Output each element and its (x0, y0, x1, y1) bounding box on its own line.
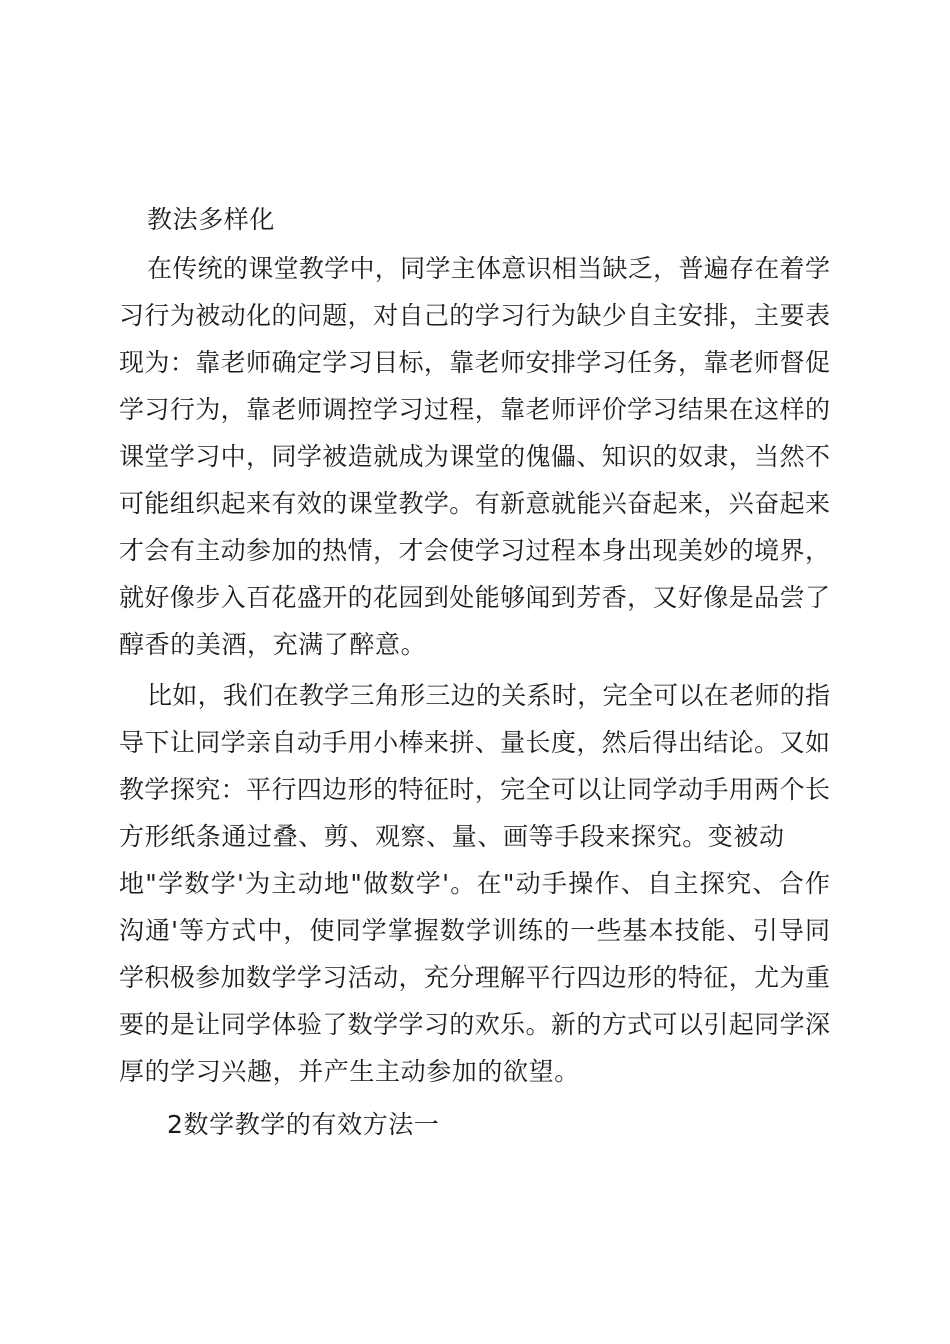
paragraph-1-line-3: 现为：靠老师确定学习目标，靠老师安排学习任务，靠老师督促 (119, 348, 830, 377)
paragraph-1-line-5: 课堂学习中，同学被造就成为课堂的傀儡、知识的奴隶，当然不 (119, 442, 830, 471)
paragraph-2-line-2: 导下让同学亲自动手用小棒来拼、量长度，然后得出结论。又如 (119, 728, 830, 757)
paragraph-2-line-9: 厚的学习兴趣，并产生主动参加的欲望。 (119, 1057, 580, 1086)
paragraph-1-line-4: 学习行为，靠老师调控学习过程，靠老师评价学习结果在这样的 (119, 395, 830, 424)
paragraph-2-line-1: 比如，我们在教学三角形三边的关系时，完全可以在老师的指 (147, 681, 830, 710)
section-title: 2数学教学的有效方法一 (167, 1110, 440, 1139)
paragraph-1-line-6: 可能组织起来有效的课堂教学。有新意就能兴奋起来，兴奋起来 (119, 489, 830, 518)
paragraph-2-line-5: 地"学数学'为主动地"做数学'。在"动手操作、自主探究、合作 (119, 869, 830, 898)
paragraph-2-line-6: 沟通'等方式中，使同学掌握数学训练的一些基本技能、引导同 (119, 916, 830, 945)
paragraph-1-line-1: 在传统的课堂教学中，同学主体意识相当缺乏，普遍存在着学 (147, 254, 830, 283)
paragraph-2-line-8: 要的是让同学体验了数学学习的欢乐。新的方式可以引起同学深 (119, 1010, 830, 1039)
paragraph-2-line-4: 方形纸条通过叠、剪、观察、量、画等手段来探究。变被动 (119, 822, 785, 851)
paragraph-1-line-2: 习行为被动化的问题，对自己的学习行为缺少自主安排，主要表 (119, 301, 830, 330)
heading: 教法多样化 (147, 205, 276, 234)
paragraph-1-line-9: 醇香的美酒，充满了醉意。 (119, 630, 427, 659)
paragraph-1-line-7: 才会有主动参加的热情，才会使学习过程本身出现美妙的境界， (119, 536, 830, 565)
paragraph-1-line-8: 就好像步入百花盛开的花园到处能够闻到芳香，又好像是品尝了 (119, 583, 830, 612)
paragraph-2-line-7: 学积极参加数学学习活动，充分理解平行四边形的特征，尤为重 (119, 963, 830, 992)
paragraph-2-line-3: 教学探究：平行四边形的特征时，完全可以让同学动手用两个长 (119, 775, 830, 804)
